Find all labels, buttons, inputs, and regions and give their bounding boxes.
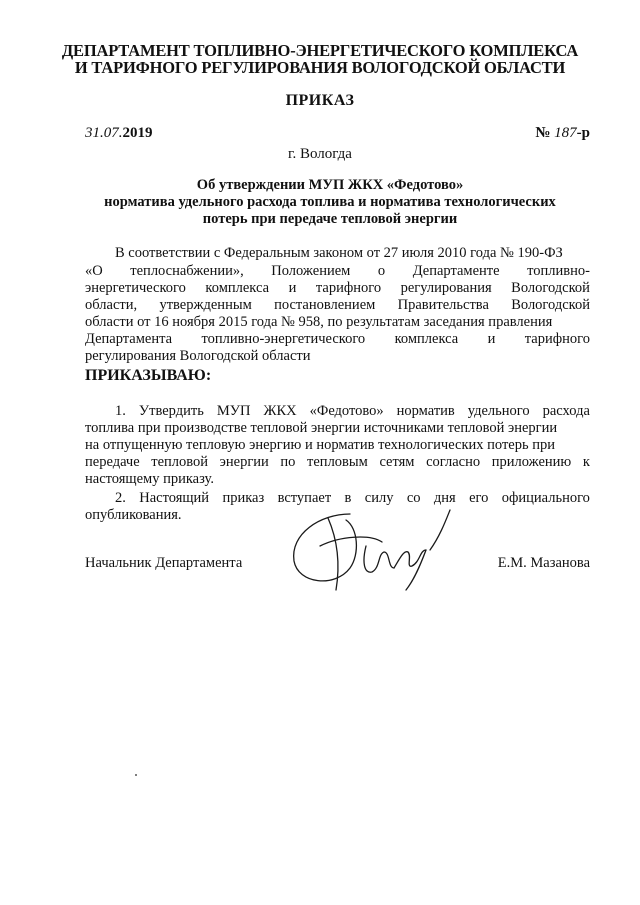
- subject-line-3: потерь при передаче тепловой энергии: [202, 211, 458, 227]
- word: силу: [364, 490, 394, 506]
- word: ЖКХ: [263, 403, 297, 419]
- item-1-line: [115, 403, 590, 420]
- word: передаче: [85, 454, 140, 470]
- item-1-line: настоящему приказу.: [85, 471, 214, 487]
- word: приложению: [491, 454, 572, 470]
- preamble-line: [85, 263, 590, 280]
- handwritten-signature: [280, 506, 470, 596]
- word: со: [406, 490, 421, 506]
- word: сетям: [379, 454, 415, 470]
- order-number: [535, 125, 590, 142]
- department-name-line-1: ДЕПАРТАМЕНТ ТОПЛИВНО-ЭНЕРГЕТИЧЕСКОГО КОМПЛЕКСА: [61, 41, 579, 60]
- word: его: [469, 490, 489, 506]
- word: Настоящий: [139, 490, 210, 506]
- word: МУП: [216, 403, 251, 419]
- signatory-position: Начальник Департамента: [85, 555, 243, 571]
- item-2-line: опубликования.: [85, 507, 182, 523]
- word: тарифного: [315, 280, 382, 296]
- word: о: [377, 263, 386, 279]
- handwritten-date: 31.07.: [85, 125, 123, 141]
- word: тепловым: [307, 454, 368, 470]
- number-sign: №: [535, 125, 551, 141]
- item-1-line: на отпущенную тепловую энергию и норматив технологических потерь при: [85, 437, 555, 453]
- preamble-line: В соответствии с Федеральным законом от 27 июля 2010 года № 190-ФЗ: [115, 245, 563, 261]
- word: области,: [85, 297, 138, 313]
- word: комплекса: [205, 280, 270, 296]
- item-1-line: топлива при производстве тепловой энергии источниками тепловой энергии: [85, 420, 558, 436]
- word: удельного: [467, 403, 530, 419]
- word: Правительства: [397, 297, 489, 313]
- word: Вологодской: [511, 297, 590, 313]
- handwritten-number: 187: [554, 125, 577, 141]
- word: регулирования: [400, 280, 492, 296]
- word: Положением: [271, 263, 351, 279]
- word: к: [582, 454, 590, 470]
- subject-line-2: норматива удельного расхода топлива и норматива технологических: [104, 194, 556, 210]
- word: утвержденным: [159, 297, 252, 313]
- word: Департамента: [85, 331, 173, 347]
- subject-line-1: Об утверждении МУП ЖКХ «Федотово»: [196, 177, 464, 193]
- word: приказ: [222, 490, 265, 506]
- word: 1.: [115, 403, 126, 419]
- department-name-line-2: И ТАРИФНОГО РЕГУЛИРОВАНИЯ ВОЛОГОДСКОЙ ОБЛАСТИ: [74, 58, 566, 77]
- preamble-line: [85, 280, 590, 297]
- word: и: [487, 331, 496, 347]
- preamble-line: [85, 331, 590, 348]
- preamble-line: регулирования Вологодской области: [85, 348, 311, 364]
- word: и: [288, 280, 297, 296]
- word: дня: [433, 490, 456, 506]
- word: согласно: [426, 454, 481, 470]
- word: постановлением: [274, 297, 376, 313]
- word: теплоснабжении»,: [130, 263, 244, 279]
- order-word: ПРИКАЗЫВАЮ:: [85, 367, 212, 384]
- word: по: [280, 454, 296, 470]
- word: комплекса: [394, 331, 459, 347]
- word: Департаменте: [412, 263, 500, 279]
- word: энергии: [219, 454, 269, 470]
- city: г. Вологда: [288, 146, 352, 162]
- word: энергетического: [85, 280, 186, 296]
- word: «Федотово»: [309, 403, 384, 419]
- word: топливно-: [527, 263, 590, 279]
- word: «О: [85, 263, 103, 279]
- word: тарифного: [524, 331, 590, 347]
- word: расхода: [542, 403, 590, 419]
- word: Утвердить: [138, 403, 204, 419]
- word: топливно-энергетического: [201, 331, 366, 347]
- number-suffix: -р: [576, 125, 590, 141]
- word: официального: [501, 490, 590, 506]
- signatory-name: Е.М. Мазанова: [497, 555, 590, 571]
- item-2-line: [115, 490, 590, 507]
- word: тепловой: [151, 454, 209, 470]
- date-year: 2019: [122, 125, 153, 141]
- document-type-title: ПРИКАЗ: [285, 92, 355, 109]
- word: в: [344, 490, 352, 506]
- preamble-line: [85, 297, 590, 314]
- word: вступает: [277, 490, 332, 506]
- item-1-line: [85, 454, 590, 471]
- word: норматив: [396, 403, 455, 419]
- word: 2.: [115, 490, 126, 506]
- scan-speck: [135, 774, 137, 776]
- order-date: [85, 125, 153, 142]
- preamble-line: области от 16 ноября 2015 года № 958, по результатам заседания правления: [85, 314, 553, 330]
- word: Вологодской: [511, 280, 590, 296]
